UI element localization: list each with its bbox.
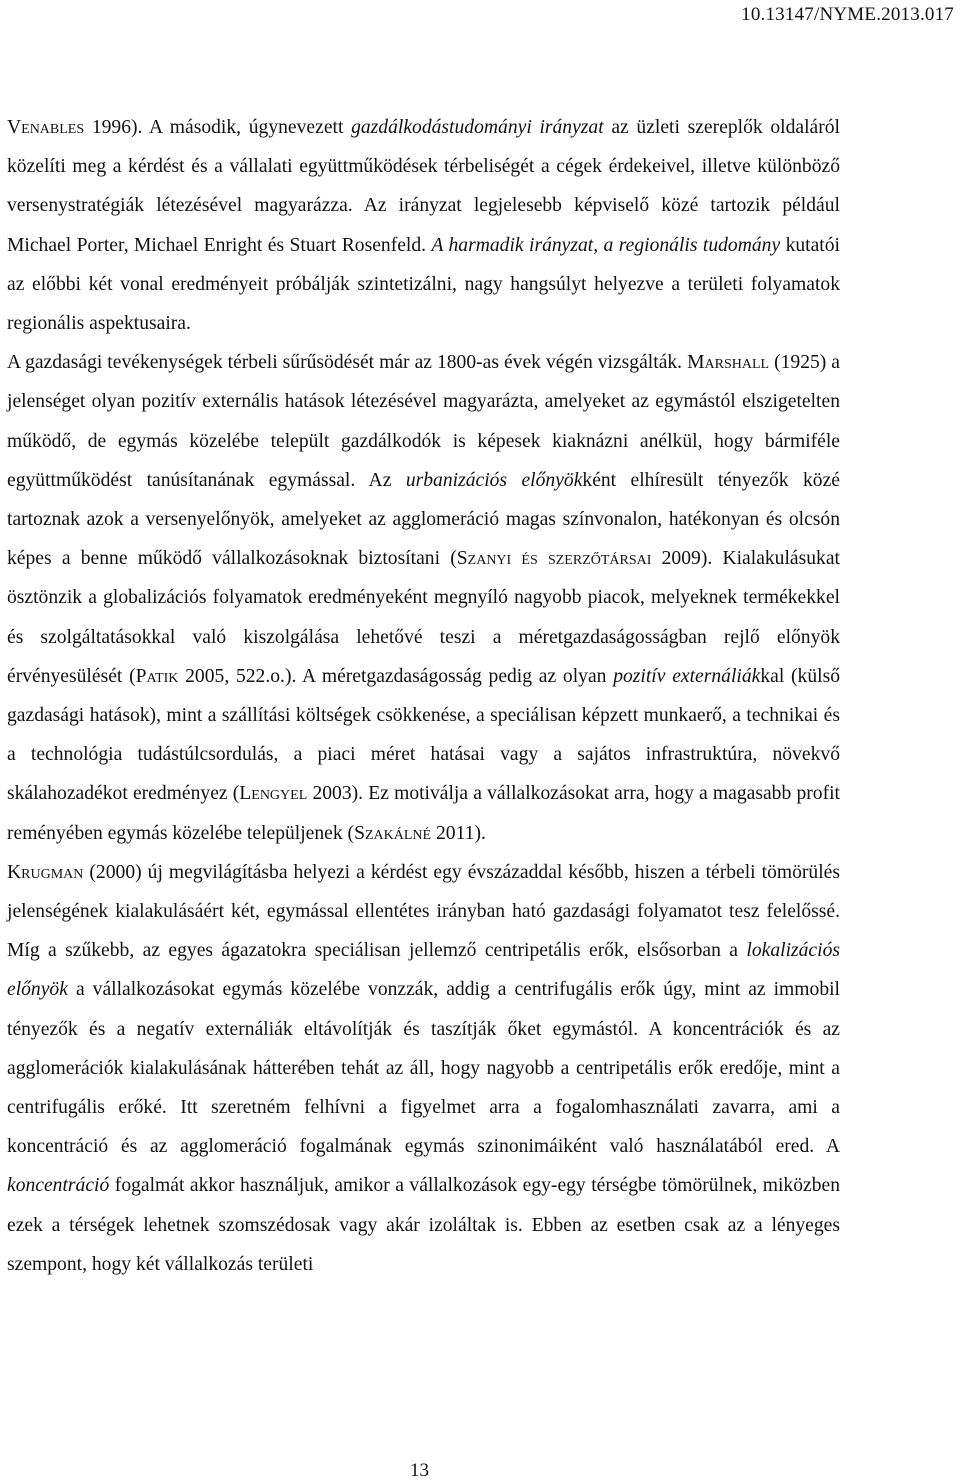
text-run: 2003). Ez motiválja a vállalkozásokat arra, hogy a magasabb profit reményében egymás közelébe települjenek ( [7,783,840,844]
body-text [7,108,840,1284]
text-run: kutatói az előbbi két vonal eredményeit próbálják szintetizálni, nagy hangsúlyt helyezve a területi folyamatok regionális aspektusaira. [7,234,840,335]
author-citation: Venables [7,117,85,138]
text-run: 2009). Kialakulásukat ösztönzik a globalizációs folyamatok eredményeként megnyíló nagyobb piacok, melyeknek termékekkel és szolgáltatásokkal való kiszolgálása lehetővé teszi a méretgazdaságosságban rejlő előnyök érvényesülését ( [7,548,840,687]
author-citation: Szakálné [354,822,432,844]
text-run: kal (külső gazdasági hatások), mint a szállítási költségek csökkenése, a speciálisan képzett munkaerő, a technikai és a technológia tudástúlcsordulás, a piaci méret hatásai vagy a sajátos infrastruktúra, növekvő skálahozadékot eredményez ( [7,665,840,805]
paragraph [7,343,840,853]
author-citation: Lengyel [239,783,308,805]
italic-term: koncentráció [7,1175,110,1197]
author-citation: Marshall [687,352,770,374]
author-citation: Patik [135,665,179,687]
text-run: (1925) a jelenséget olyan pozitív externális hatások létezésével magyarázta, amelyeket az egymástól elszigetelten működő, de egymás közelébe települt gazdálkodók is képesek kiaknázni anélkül, hogy bármiféle együttműködést tanúsítanának egymással. Az [7,352,841,491]
italic-term: urbanizációs előnyök [405,469,583,491]
italic-term: pozitív externáliák [613,665,761,687]
paragraph [7,108,840,343]
author-citation: Szanyi és szerzőtársai [456,548,652,570]
text-run: (2000) új megvilágításba helyezi a kérdést egy évszázaddal később, hiszen a térbeli tömörülés jelenségének kialakulásáért két, egymással ellentétes irányban ható gazdasági folyamatot tesz felelőssé. Míg a szűkebb, az egyes ágazatokra speciálisan jellemző centripetális erők, elsősorban a [7,861,840,962]
text-run: 2005, 522.o.). A méretgazdaságosság pedig az olyan [178,665,614,687]
italic-term: gazdálkodástudományi irányzat [351,117,604,138]
text-run: 1996). A második, úgynevezett [84,117,352,138]
text-run: A gazdasági tevékenységek térbeli sűrűsödését már az 1800-as évek végén vizsgálták. [7,352,688,374]
text-run: ként elhíresült tényezők közé tartoznak azok a versenyelőnyök, amelyeket az agglomeráció magas színvonalon, hatékonyan és olcsón képes a benne működő vállalkozásoknak biztosítani ( [7,469,840,570]
text-run: az üzleti szereplők oldaláról közelíti meg a kérdést és a vállalati együttműködések térbeliségét a cégek érdekeivel, illetve különböző versenystratégiák létezésével magyarázza. Az irányzat legjelesebb képviselő közé tartozik például Michael Porter, Michael Enright és Stuart Rosenfeld. [7,117,840,256]
italic-term: A harmadik irányzat, a regionális tudomány [431,234,781,256]
paragraph [7,853,840,1284]
text-run: fogalmát akkor használjuk, amikor a vállalkozások egy-egy térségbe tömörülnek, miközben ezek a térségek lehetnek szomszédosak vagy akár izoláltak is. Ebben az esetben csak az a lényeges szempont, hogy két vállalkozás területi [7,1175,840,1275]
text-run: a vállalkozásokat egymás közelébe vonzzák, addig a centrifugális erők úgy, mint az immobil tényezők és a negatív externáliák eltávolítják és taszítják őket egymástól. A koncentrációk és az agglomerációk kialakulásának hátterében tehát az áll, hogy nagyobb a centripetális erők eredője, mint a centrifugális erőké. Itt szeretném felhívni a figyelmet arra a fogalomhasználati zavarra, ami a koncentráció és az agglomeráció fogalmának egymás szinonimáiként való használatából ered. A [7,979,840,1158]
page-number: 13 [410,1460,429,1481]
doi-header: 10.13147/NYME.2013.017 [741,4,954,25]
italic-term: lokalizációs előnyök [7,940,840,1001]
author-citation: Krugman [7,861,84,883]
text-run: 2011). [431,822,486,844]
